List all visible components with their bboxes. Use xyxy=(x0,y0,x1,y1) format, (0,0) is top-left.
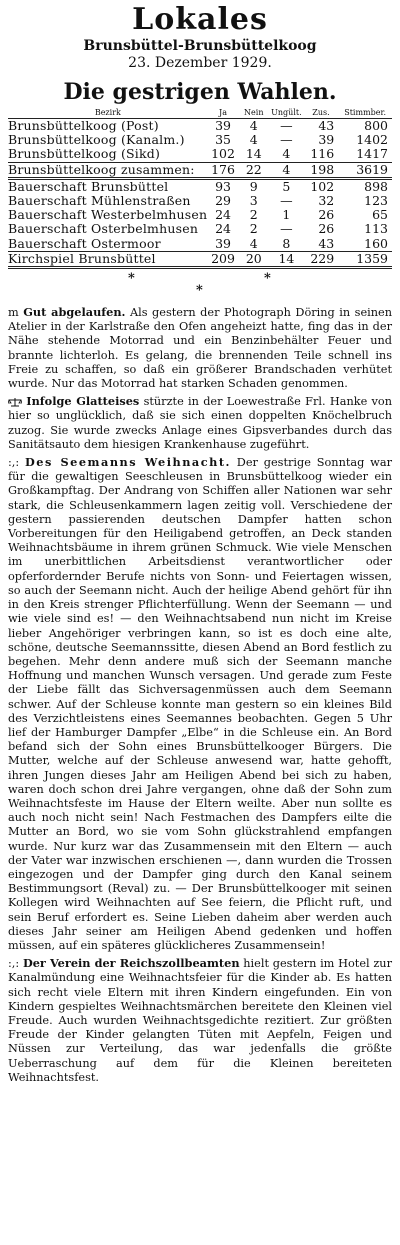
result-cell: 4 xyxy=(269,162,304,178)
result-cell: 3 xyxy=(249,193,258,209)
article-lead: Der Verein der Reichszollbeamten xyxy=(22,956,240,971)
result-cell: 1402 xyxy=(356,132,388,148)
district-name: Bauerschaft Westerbelmhusen xyxy=(8,207,208,223)
article-marker: m xyxy=(8,306,19,320)
result-cell: 160 xyxy=(364,235,388,251)
column-header: Zus. xyxy=(312,108,330,117)
result-cell: 26 xyxy=(318,207,335,223)
result-cell: 113 xyxy=(364,221,388,237)
result-cell: 24 xyxy=(215,221,231,237)
result-cell: 22 xyxy=(238,162,269,178)
newspaper-page xyxy=(0,2,400,1245)
table-row xyxy=(8,178,392,194)
district-name: Brunsbüttelkoog (Post) xyxy=(8,119,208,134)
result-cell: 39 xyxy=(215,235,231,251)
result-cell: 8 xyxy=(282,235,291,251)
date-line: 23. Dezember 1929. xyxy=(128,55,272,71)
table-row xyxy=(8,119,392,134)
district-name: Kirchspiel Brunsbüttel xyxy=(8,251,208,267)
result-cell: 14 xyxy=(245,146,262,162)
article-lead: Gut abgelaufen. xyxy=(23,305,126,320)
table-header-row xyxy=(8,108,392,119)
district-name: Brunsbüttelkoog (Sikd) xyxy=(8,146,161,162)
separator-star: * xyxy=(264,271,271,287)
column-header: Nein xyxy=(244,108,264,117)
result-cell: 4 xyxy=(249,235,258,251)
table-row xyxy=(8,222,392,236)
result-cell: 176 xyxy=(208,162,239,178)
column-header: Ja xyxy=(219,108,228,117)
result-cell: 39 xyxy=(318,132,335,148)
result-cell: 800 xyxy=(338,119,392,134)
result-cell: 14 xyxy=(269,251,304,267)
scales-icon xyxy=(8,398,22,407)
table-row xyxy=(8,237,392,252)
result-cell: 35 xyxy=(215,132,231,148)
result-cell: 2 xyxy=(249,207,258,223)
result-cell: 65 xyxy=(372,207,388,223)
result-cell: — xyxy=(280,132,293,148)
table-row xyxy=(8,147,392,162)
article-lead: Infolge Glatteises xyxy=(26,394,140,409)
result-cell: 32 xyxy=(318,193,335,209)
separator-star: * xyxy=(128,271,135,287)
article-marker: :,: xyxy=(8,957,20,971)
result-cell: 1 xyxy=(282,207,291,223)
result-cell: 898 xyxy=(364,178,388,194)
election-results-table xyxy=(8,108,392,269)
result-cell: 102 xyxy=(310,178,335,194)
result-cell: — xyxy=(269,119,304,134)
result-cell: 39 xyxy=(208,119,239,134)
election-title: Die gestrigen Wahlen. xyxy=(63,79,337,105)
column-header: Stimmber. xyxy=(344,108,386,117)
article-customs xyxy=(8,956,392,1085)
result-cell: 209 xyxy=(208,251,239,267)
article-ice xyxy=(8,394,392,452)
separator-stars xyxy=(8,269,392,305)
article-body: stürzte in der Loewestraße Frl. Hanke von hier so unglücklich, daß sie sich einen doppelten Knöchelbruch zuzog. Sie wurde zwecks Anlage eines Gipsverbandes durch das Sanitätsauto dem hiesigen Krankenhause zugeführt. xyxy=(8,395,392,451)
result-cell: 198 xyxy=(304,162,339,178)
article-body: Als gestern der Photograph Döring in seinen Atelier in der Karlstraße den Ofen angeheizt hatte, fing das in der Nähe stehende Motorrad und ein Benzinbehälter Feuer und brannte lichterloh. Es gelang, die brennenden Teile schnell ins Freie zu schaffen, so daß ein größerer Brandschaden verhütet wurde. Nur das Motorrad hat starken Schaden genommen. xyxy=(8,306,392,391)
column-header: Bezirk xyxy=(94,108,121,117)
table-row xyxy=(8,194,392,208)
result-cell: 26 xyxy=(318,221,335,237)
place-line: Brunsbüttel-Brunsbüttelkoog xyxy=(83,38,317,54)
district-name: Brunsbüttelkoog zusammen: xyxy=(8,162,208,178)
result-cell: 229 xyxy=(304,251,339,267)
result-cell: 43 xyxy=(318,235,335,251)
result-cell: 5 xyxy=(282,178,291,194)
result-cell: 2 xyxy=(249,221,258,237)
result-cell: 29 xyxy=(215,193,231,209)
result-cell: 4 xyxy=(238,119,269,134)
article-lead: Des Seemanns Weihnacht. xyxy=(25,455,231,470)
article-column xyxy=(8,305,392,1085)
result-cell: 24 xyxy=(215,207,231,223)
result-cell: 116 xyxy=(310,146,335,162)
article-marker: :,: xyxy=(8,456,20,470)
district-name: Bauerschaft Osterbelmhusen xyxy=(8,221,199,237)
result-cell: — xyxy=(280,193,293,209)
separator-star: * xyxy=(196,283,203,299)
district-name: Brunsbüttelkoog (Kanalm.) xyxy=(8,132,185,148)
result-cell: 43 xyxy=(304,119,339,134)
result-cell: 20 xyxy=(238,251,269,267)
result-cell: 1417 xyxy=(356,146,388,162)
table-row xyxy=(8,162,392,178)
article-body: hielt gestern im Hotel zur Kanalmündung eine Weihnachtsfeier für die Kinder ab. Es hatten sich recht viele Eltern mit ihren Kindern eingefunden. Ein von Kindern gespieltes Weihnachtsmärchen bereitete den Kleinen viel Freude. Auch wurden Weihnachtsgedichte rezitiert. Zur größten Freude der Kinder gelangten Tüten mit Aepfeln, Feigen und Nüssen zur Verteilung, das war jedenfalls die größte Ueberraschung auf dem für die Kleinen bereiteten Weihnachtsfest. xyxy=(8,957,392,1084)
column-header: Ungült. xyxy=(271,108,302,117)
table-row xyxy=(8,208,392,222)
district-name: Bauerschaft Mühlenstraßen xyxy=(8,193,191,209)
result-cell: — xyxy=(280,221,293,237)
result-cell: 102 xyxy=(211,146,235,162)
article-fire xyxy=(8,305,392,391)
table-row xyxy=(8,251,392,267)
result-cell: 4 xyxy=(282,146,291,162)
section-title: Lokales xyxy=(132,2,268,37)
table-row xyxy=(8,133,392,147)
article-body: Der gestrige Sonntag war für die gewaltigen Seeschleusen in Brunsbüttelkoog wieder ein Großkampftag. Der Andrang von Schiffen aller Nationen war sehr stark, die Schleusenkammern lagen zeitig voll. Verschiedene der gestern passierenden deutschen Dampfer hatten schon Vorbereitungen für den Heiligabend getroffen, an Deck standen Weihnachtsbäume in ihrem grünen Schmuck. Wie viele Menschen im unerbittlichen Arbeitsdienst verantwortlicher oder opferfordernder Berufe nichts von Sonn- und Feiertagen wissen, so auch der Seemann nicht. Auch der heilige Abend gehört für ihn in den Kreis strenger Pflichterfüllung. Wenn der Seemann — und wie viele sind es! — den Weihnachtsabend nun nicht im Kreise lieber Angehöriger verbringen kann, so ist es doch eine alte, schöne, deutsche Seemannssitte, diesen Abend an Bord festlich zu begehen. Mehr denn andere muß sich der Seemann manche Hoffnung und manchen Wunsch versagen. Und gerade zum Feste der Liebe fällt das Sichversagenmüssen auch dem Seemann schwer. Auf der Schleuse konnte man gestern so ein kleines Bild des Verzichtleistens eines Seemannes beobachten. Gegen 5 Uhr lief der Hamburger Dampfer „Elbe“ in die Schleuse ein. An Bord befand sich der Sohn eines Brunsbüttelkooger Bürgers. Die Mutter, welche auf der Schleuse anwesend war, hatte gehofft, ihren Jungen dieses Jahr am Heiligen Abend bei sich zu haben, waren doch schon drei Jahre vergangen, ohne daß der Sohn zum Weihnachtsfeste im Hause der Eltern weilte. Aber nun sollte es auch noch nicht sein! Nach Festmachen des Dampfers eilte die Mutter an Bord, wo sie vom Sohn glückstrahlend empfangen wurde. Nur kurz war das Zusammensein mit den Eltern — auch der Vater war inzwischen erschienen —, dann wurden die Trossen eingezogen und der Dampfer ging durch den Kanal seinem Bestimmungsort (Reval) zu. — Der Brunsbüttelkooger mit seinen Kollegen wird Weihnachten auf See feiern, die Pflicht ruft, und sein Beruf erfordert es. Seine Lieben daheim aber werden auch dieses Jahr seiner am Heiligen Abend gedenken und hoffen müssen, auf ein späteres glücklicheres Zusammensein! xyxy=(8,456,392,952)
result-cell: 3619 xyxy=(338,162,392,178)
district-name: Bauerschaft Brunsbüttel xyxy=(8,178,169,194)
result-cell: 4 xyxy=(249,132,258,148)
result-cell: 123 xyxy=(364,193,388,209)
article-seaman xyxy=(8,455,392,953)
result-cell: 1359 xyxy=(338,251,392,267)
district-name: Bauerschaft Ostermoor xyxy=(8,235,161,251)
result-cell: 93 xyxy=(215,178,231,194)
result-cell: 9 xyxy=(249,178,258,194)
